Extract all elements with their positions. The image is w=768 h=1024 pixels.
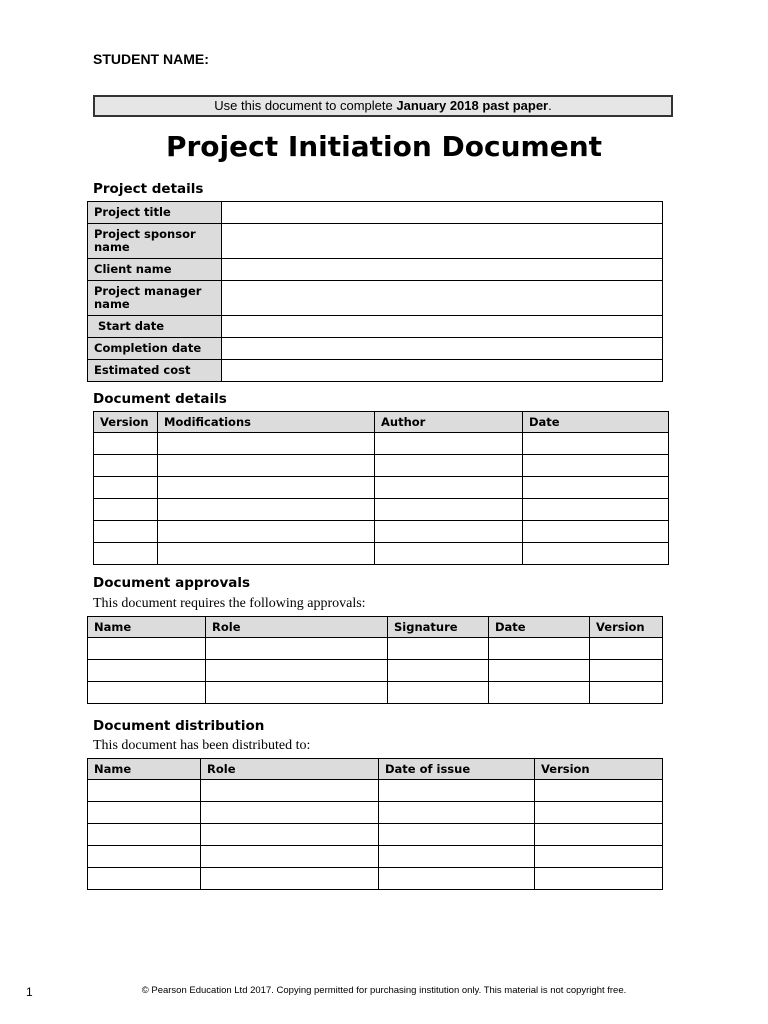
table-cell[interactable] xyxy=(535,802,663,824)
table-cell[interactable] xyxy=(375,477,523,499)
table-cell[interactable] xyxy=(201,824,379,846)
column-header-name: Name xyxy=(88,617,206,638)
start-date-field[interactable] xyxy=(222,316,663,338)
table-cell[interactable] xyxy=(88,660,206,682)
table-row xyxy=(88,682,663,704)
table-row xyxy=(88,360,663,382)
table-row xyxy=(94,499,669,521)
table-row xyxy=(94,543,669,565)
table-row xyxy=(88,316,663,338)
table-row xyxy=(88,660,663,682)
header-row xyxy=(88,617,663,638)
table-cell[interactable] xyxy=(535,868,663,890)
document-approvals-heading: Document approvals xyxy=(93,575,251,591)
table-row xyxy=(88,338,663,360)
column-header-name: Name xyxy=(88,759,201,780)
table-cell[interactable] xyxy=(590,660,663,682)
table-cell[interactable] xyxy=(388,638,489,660)
table-cell[interactable] xyxy=(88,802,201,824)
table-cell[interactable] xyxy=(201,868,379,890)
table-cell[interactable] xyxy=(489,638,590,660)
column-header-date: Date xyxy=(489,617,590,638)
table-cell[interactable] xyxy=(158,499,375,521)
table-cell[interactable] xyxy=(535,780,663,802)
notice-paper-name: January 2018 past paper xyxy=(396,98,549,113)
table-cell[interactable] xyxy=(375,433,523,455)
table-cell[interactable] xyxy=(88,868,201,890)
table-cell[interactable] xyxy=(88,638,206,660)
column-header-modifications: Modifications xyxy=(158,412,375,433)
table-row xyxy=(88,259,663,281)
column-header-date-of-issue: Date of issue xyxy=(379,759,535,780)
table-cell[interactable] xyxy=(523,477,669,499)
table-cell[interactable] xyxy=(375,543,523,565)
table-cell[interactable] xyxy=(94,499,158,521)
table-cell[interactable] xyxy=(206,682,388,704)
document-approvals-table xyxy=(87,616,663,704)
header-row xyxy=(94,412,669,433)
table-row xyxy=(88,224,663,259)
table-cell[interactable] xyxy=(88,682,206,704)
table-cell[interactable] xyxy=(201,846,379,868)
document-distribution-heading: Document distribution xyxy=(93,718,265,734)
table-cell[interactable] xyxy=(158,477,375,499)
table-cell[interactable] xyxy=(523,455,669,477)
table-cell[interactable] xyxy=(523,521,669,543)
table-row xyxy=(88,824,663,846)
table-cell[interactable] xyxy=(489,682,590,704)
table-cell[interactable] xyxy=(375,521,523,543)
table-cell[interactable] xyxy=(88,846,201,868)
row-label: Project title xyxy=(88,202,222,224)
table-cell[interactable] xyxy=(535,824,663,846)
estimated-cost-field[interactable] xyxy=(222,360,663,382)
instruction-notice xyxy=(93,95,673,117)
project-details-table xyxy=(87,201,663,382)
table-row xyxy=(94,433,669,455)
row-label: Completion date xyxy=(88,338,222,360)
column-header-version: Version xyxy=(590,617,663,638)
table-cell[interactable] xyxy=(590,682,663,704)
table-cell[interactable] xyxy=(388,660,489,682)
table-cell[interactable] xyxy=(158,433,375,455)
notice-suffix: . xyxy=(548,98,552,113)
table-row xyxy=(88,780,663,802)
table-cell[interactable] xyxy=(94,477,158,499)
document-details-table xyxy=(93,411,669,565)
table-row xyxy=(94,455,669,477)
header-row xyxy=(88,759,663,780)
table-cell[interactable] xyxy=(158,455,375,477)
column-header-version: Version xyxy=(535,759,663,780)
completion-date-field[interactable] xyxy=(222,338,663,360)
table-cell[interactable] xyxy=(94,521,158,543)
table-cell[interactable] xyxy=(88,824,201,846)
row-label: Project manager name xyxy=(88,281,222,316)
table-row xyxy=(88,202,663,224)
distribution-intro: This document has been distributed to: xyxy=(93,738,311,753)
column-header-role: Role xyxy=(206,617,388,638)
project-details-heading: Project details xyxy=(93,181,204,197)
table-cell[interactable] xyxy=(375,499,523,521)
table-cell[interactable] xyxy=(375,455,523,477)
table-cell[interactable] xyxy=(94,455,158,477)
project-title-field[interactable] xyxy=(222,202,663,224)
table-cell[interactable] xyxy=(379,868,535,890)
table-row xyxy=(88,281,663,316)
approvals-intro: This document requires the following approvals: xyxy=(93,596,366,611)
table-cell[interactable] xyxy=(158,543,375,565)
column-header-date: Date xyxy=(523,412,669,433)
table-cell[interactable] xyxy=(523,543,669,565)
notice-prefix: Use this document to complete xyxy=(214,98,397,113)
table-cell[interactable] xyxy=(489,660,590,682)
table-row xyxy=(94,477,669,499)
table-cell[interactable] xyxy=(379,802,535,824)
student-name-label: STUDENT NAME: xyxy=(93,51,209,67)
project-sponsor-field[interactable] xyxy=(222,224,663,259)
table-cell[interactable] xyxy=(201,780,379,802)
table-cell[interactable] xyxy=(206,660,388,682)
project-manager-field[interactable] xyxy=(222,281,663,316)
table-cell[interactable] xyxy=(523,433,669,455)
column-header-signature: Signature xyxy=(388,617,489,638)
table-cell[interactable] xyxy=(523,499,669,521)
table-cell[interactable] xyxy=(379,846,535,868)
column-header-author: Author xyxy=(375,412,523,433)
table-cell[interactable] xyxy=(379,780,535,802)
table-cell[interactable] xyxy=(94,433,158,455)
table-cell[interactable] xyxy=(206,638,388,660)
table-cell[interactable] xyxy=(535,846,663,868)
table-cell[interactable] xyxy=(94,543,158,565)
table-row xyxy=(88,868,663,890)
column-header-version: Version xyxy=(94,412,158,433)
table-cell[interactable] xyxy=(201,802,379,824)
page-number: 1 xyxy=(26,985,33,999)
row-label: Start date xyxy=(88,316,222,338)
table-row xyxy=(88,638,663,660)
copyright-footer: © Pearson Education Ltd 2017. Copying permitted for purchasing institution only. This material is not copyright free. xyxy=(141,985,627,996)
table-row xyxy=(88,802,663,824)
table-cell[interactable] xyxy=(590,638,663,660)
table-row xyxy=(88,846,663,868)
row-label: Client name xyxy=(88,259,222,281)
column-header-role: Role xyxy=(201,759,379,780)
client-name-field[interactable] xyxy=(222,259,663,281)
table-cell[interactable] xyxy=(388,682,489,704)
row-label: Estimated cost xyxy=(88,360,222,382)
table-row xyxy=(94,521,669,543)
document-distribution-table xyxy=(87,758,663,890)
table-cell[interactable] xyxy=(158,521,375,543)
table-cell[interactable] xyxy=(379,824,535,846)
document-details-heading: Document details xyxy=(93,391,227,407)
table-cell[interactable] xyxy=(88,780,201,802)
row-label: Project sponsor name xyxy=(88,224,222,259)
page-title: Project Initiation Document xyxy=(165,130,603,163)
